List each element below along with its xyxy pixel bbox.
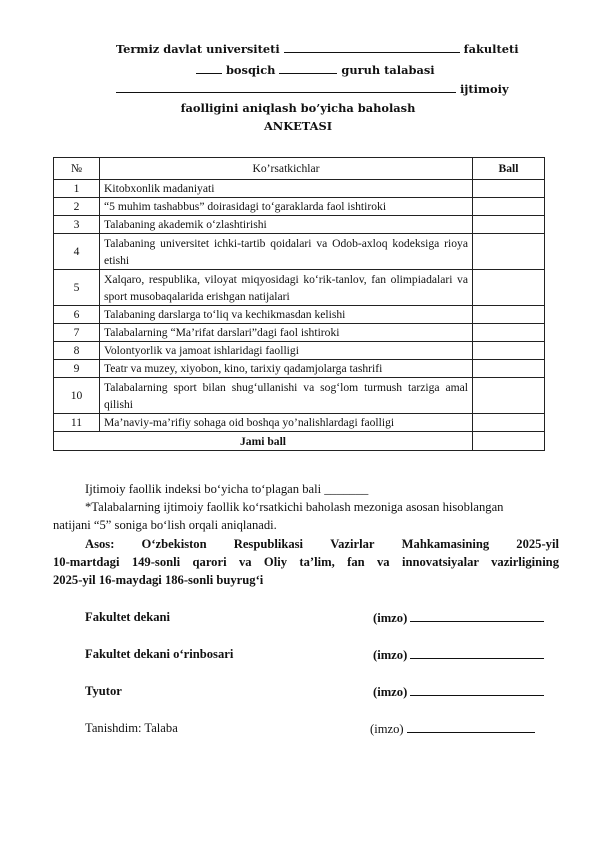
ball-cell[interactable]	[473, 360, 545, 378]
imzo-label: (imzo)	[373, 648, 408, 662]
ball-cell[interactable]	[473, 180, 545, 198]
table-row	[54, 270, 545, 306]
student-signature-line[interactable]	[407, 721, 535, 733]
row-number: 4	[54, 234, 100, 270]
basis-word: Mahkamasining	[401, 537, 490, 551]
row-number: 9	[54, 360, 100, 378]
vice-dean-signature	[373, 647, 544, 663]
faculty-label: fakulteti	[463, 42, 519, 56]
dean-signature	[373, 610, 544, 626]
row-number: 2	[54, 198, 100, 216]
group-blank	[279, 63, 337, 74]
footnote-line-1: *Talabalarning ijtimoiy faollik ko‘rsatkichi baholash mezoniga asosan hisoblangan	[85, 500, 504, 514]
index-line: Ijtimoiy faollik indeksi bo‘yicha to‘plagan bali _______	[85, 482, 369, 496]
basis-line-2: 10-martdagi 149-sonli qarori va Oliy ta’lim, fan va innovatsiyalar vazirligining	[53, 555, 559, 569]
basis-word: Respublikasi	[233, 537, 304, 551]
row-number: 10	[54, 378, 100, 414]
row-number: 6	[54, 306, 100, 324]
ball-cell[interactable]	[473, 216, 545, 234]
ball-cell[interactable]	[473, 414, 545, 432]
ball-cell[interactable]	[473, 324, 545, 342]
faculty-blank	[284, 42, 460, 53]
basis-line-1	[85, 535, 559, 553]
ball-cell[interactable]	[473, 198, 545, 216]
table-row	[54, 216, 545, 234]
row-indicator: “5 muhim tashabbus” doirasidagi to‘garaklarda faol ishtiroki	[100, 198, 473, 216]
table-header-row	[54, 158, 545, 180]
col-ball-header: Ball	[473, 158, 545, 180]
course-blank	[196, 63, 222, 74]
ball-cell[interactable]	[473, 378, 545, 414]
row-indicator: Talabaning universitet ichki-tartib qoidalari va Odob-axloq kodeksiga rioya etishi	[100, 234, 473, 270]
row-indicator: Talabaning darslarga to‘liq va kechikmasdan kelishi	[100, 306, 473, 324]
header-line-2	[196, 63, 435, 77]
row-indicator: Talabalarning sport bilan shug‘ullanishi va sog‘lom turmush tarziga amal qilishi	[100, 378, 473, 414]
group-label: guruh talabasi	[341, 63, 435, 77]
row-indicator: Xalqaro, respublika, viloyat miqyosidagi ko‘rik-tanlov, fan olimpiadalari va sport musobaqalarida erishgan natijalari	[100, 270, 473, 306]
row-number: 1	[54, 180, 100, 198]
basis-word: Asos:	[85, 537, 115, 551]
row-number: 3	[54, 216, 100, 234]
total-label: Jami ball	[54, 432, 473, 451]
row-indicator: Teatr va muzey, xiyobon, kino, tarixiy qadamjolarga tashrifi	[100, 360, 473, 378]
table-row	[54, 414, 545, 432]
tutor-label: Tyutor	[85, 684, 122, 698]
dean-signature-line[interactable]	[410, 610, 544, 622]
header-line-1	[116, 42, 519, 56]
student-label: Tanishdim: Talaba	[85, 721, 178, 735]
row-indicator: Talabaning akademik o‘zlashtirishi	[100, 216, 473, 234]
table-row	[54, 198, 545, 216]
course-label: bosqich	[225, 63, 276, 77]
col-indicators-header: Ko’rsatkichlar	[100, 158, 473, 180]
header-line-4: faolligini aniqlash bo’yicha baholash	[180, 101, 416, 115]
table-row	[54, 180, 545, 198]
ball-cell[interactable]	[473, 270, 545, 306]
imzo-label: (imzo)	[370, 722, 404, 736]
table-row	[54, 306, 545, 324]
row-indicator: Kitobxonlik madaniyati	[100, 180, 473, 198]
row-number: 11	[54, 414, 100, 432]
indicators-table	[53, 157, 545, 451]
university-name: Termiz davlat universiteti	[116, 42, 280, 56]
total-ball-cell[interactable]	[473, 432, 545, 451]
footnote-line-2: natijani “5” soniga bo‘lish orqali aniqlanadi.	[53, 518, 277, 532]
table-row	[54, 360, 545, 378]
vice-dean-label: Fakultet dekani o‘rinbosari	[85, 647, 234, 661]
col-number-header: №	[54, 158, 100, 180]
row-indicator: Volontyorlik va jamoat ishlaridagi faolligi	[100, 342, 473, 360]
tutor-signature	[373, 684, 544, 700]
row-number: 7	[54, 324, 100, 342]
row-number: 8	[54, 342, 100, 360]
imzo-label: (imzo)	[373, 685, 408, 699]
header-line-3	[116, 82, 509, 96]
vice-dean-signature-line[interactable]	[410, 647, 544, 659]
table-row	[54, 234, 545, 270]
basis-word: O‘zbekiston	[141, 537, 207, 551]
total-row	[54, 432, 545, 451]
row-indicator: Talabalarning “Ma’rifat darslari”dagi faol ishtiroki	[100, 324, 473, 342]
row-number: 5	[54, 270, 100, 306]
header-ijtimoiy: ijtimoiy	[459, 82, 509, 96]
document-title: ANKETASI	[263, 119, 333, 133]
student-name-blank	[116, 82, 456, 93]
dean-label: Fakultet dekani	[85, 610, 171, 624]
tutor-signature-line[interactable]	[410, 684, 544, 696]
table-row	[54, 378, 545, 414]
ball-cell[interactable]	[473, 342, 545, 360]
table-row	[54, 342, 545, 360]
row-indicator: Ma’naviy-ma’rifiy sohaga oid boshqa yo’nalishlardagi faolligi	[100, 414, 473, 432]
table-row	[54, 324, 545, 342]
imzo-label: (imzo)	[373, 611, 408, 625]
basis-word: Vazirlar	[330, 537, 375, 551]
basis-word: 2025-yil	[516, 537, 559, 551]
basis-line-3: 2025-yil 16-maydagi 186-sonli buyrug‘i	[53, 573, 264, 587]
ball-cell[interactable]	[473, 306, 545, 324]
student-signature	[370, 721, 535, 737]
ball-cell[interactable]	[473, 234, 545, 270]
